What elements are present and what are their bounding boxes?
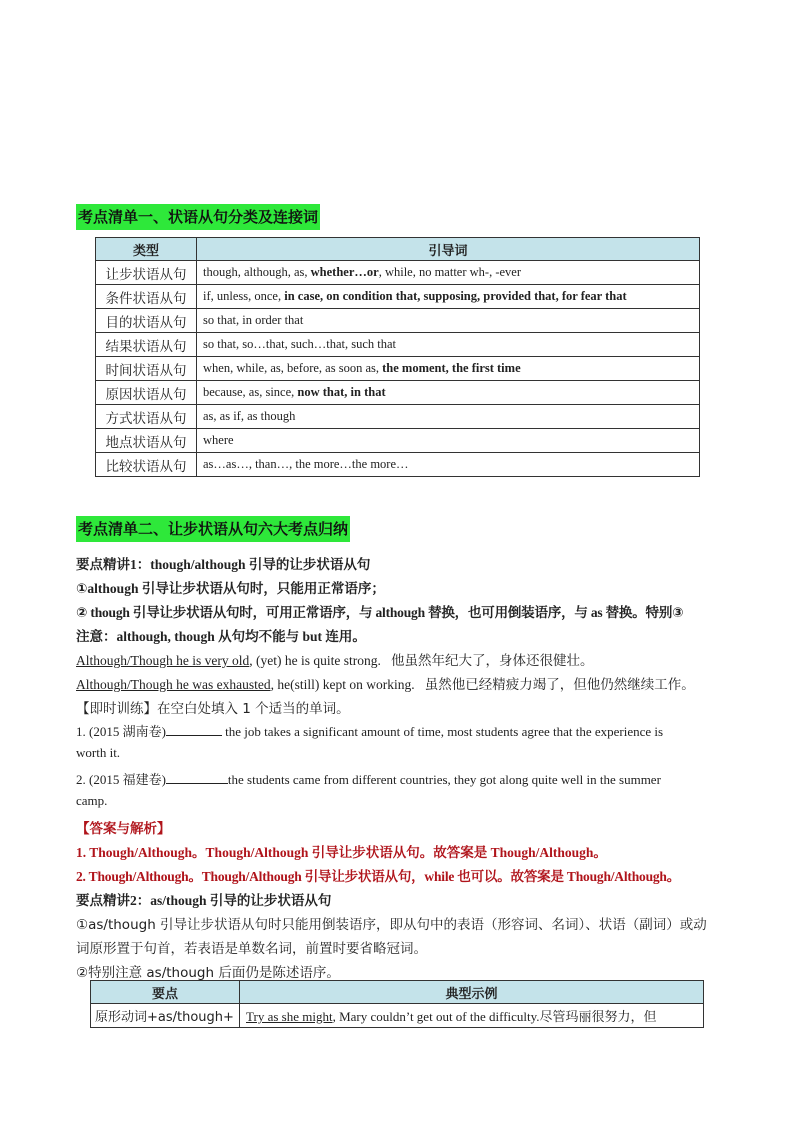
- connectives-table: [95, 237, 700, 477]
- answer-heading: 【答案与解析】: [76, 821, 171, 836]
- connectives-cell: [197, 309, 700, 333]
- table2-header-row: [91, 981, 704, 1004]
- inversion-table: [90, 980, 704, 1028]
- table-row: [96, 453, 700, 477]
- question-1-cont: worth it.: [76, 745, 121, 760]
- connectives-plain: when, while, as, before, as soon as,: [203, 361, 383, 375]
- header-type: 类型: [96, 238, 197, 261]
- example-2: [76, 673, 695, 693]
- example-rest: , Mary couldn’t get out of the difficulty.尽管玛丽很努力，但: [332, 1009, 657, 1024]
- clause-type: 条件状语从句: [96, 285, 197, 309]
- connectives-plain: because, as, since,: [203, 385, 298, 399]
- table-row: [96, 405, 700, 429]
- connectives-cell: [197, 261, 700, 285]
- answer-2: 2. Though/Although。Though/Although 引导让步状语从句，while 也可以。故答案是 Though/Although。: [76, 869, 681, 884]
- connectives-plain: so that, in order that: [203, 313, 304, 327]
- question-1-text: the job takes a significant amount of time, most students agree that the experience is: [221, 724, 664, 739]
- example-1-translation: 他虽然年纪大了，身体还很健壮。: [390, 653, 594, 669]
- row-example: [240, 1004, 704, 1028]
- connectives-plain: so that, so…that, such…that, such that: [203, 337, 397, 351]
- connectives-bold: whether…or: [310, 265, 379, 279]
- connectives-cell: [197, 381, 700, 405]
- connectives-bold: now that, in that: [297, 385, 386, 399]
- point1-heading: 要点精讲1：though/although 引导的让步状语从句: [76, 557, 371, 572]
- connectives-plain: though, although, as,: [203, 265, 311, 279]
- table-row: [96, 261, 700, 285]
- example-1-main: , (yet) he is quite strong.: [249, 653, 381, 668]
- example-2-translation: 虽然他已经精疲力竭了，但他仍然继续工作。: [424, 677, 695, 693]
- answer-blank-1[interactable]: [166, 723, 222, 736]
- connectives-tail: , while, no matter wh-, -ever: [378, 265, 521, 279]
- connectives-bold: the moment, the first time: [382, 361, 521, 375]
- example-1-clause: Although/Though he is very old: [76, 653, 250, 668]
- connectives-plain: as, as if, as though: [203, 409, 296, 423]
- connectives-cell: [197, 285, 700, 309]
- rule-4: ②特别注意 as/though 后面仍是陈述语序。: [76, 965, 340, 981]
- clause-type: 地点状语从句: [96, 429, 197, 453]
- example-clause: Try as she might: [246, 1009, 333, 1024]
- table-header-row: [96, 238, 700, 261]
- table-row: [96, 309, 700, 333]
- table-row: [96, 333, 700, 357]
- example-2-clause: Although/Though he was exhausted: [76, 677, 271, 692]
- drill-heading: 【即时训练】在空白处填入 1 个适当的单词。: [76, 701, 350, 717]
- header-example: 典型示例: [240, 981, 704, 1004]
- answer-1: 1. Though/Although。Though/Although 引导让步状语从句。故答案是 Though/Although。: [76, 845, 607, 860]
- table-row: [91, 1004, 704, 1028]
- clause-type: 比较状语从句: [96, 453, 197, 477]
- question-1-source: 1. (2015 湖南卷): [76, 724, 166, 739]
- rule-3a: ①as/though 引导让步状语从句时只能用倒装语序，即从句中的表语（形容词、名词）、状语（副词）或动: [76, 917, 707, 933]
- section2-title: 考点清单二、让步状语从句六大考点归纳: [76, 516, 350, 542]
- rule-1: ①although 引导让步状语从句时，只能用正常语序；: [76, 581, 385, 596]
- header-connectives: 引导词: [197, 238, 700, 261]
- example-2-main: , he(still) kept on working.: [270, 677, 415, 692]
- connectives-plain: if, unless, once,: [203, 289, 285, 303]
- connectives-bold: in case, on condition that, supposing, provided that, for fear that: [284, 289, 627, 303]
- connectives-plain: as…as…, than…, the more…the more…: [203, 457, 409, 471]
- clause-type: 原因状语从句: [96, 381, 197, 405]
- connectives-plain: where: [203, 433, 234, 447]
- point2-heading: 要点精讲2：as/though 引导的让步状语从句: [76, 893, 332, 908]
- clause-type: 时间状语从句: [96, 357, 197, 381]
- connectives-cell: [197, 333, 700, 357]
- rule-3b: 词原形置于句首，若表语是单数名词，前置时要省略冠词。: [76, 941, 427, 957]
- clause-type: 结果状语从句: [96, 333, 197, 357]
- question-2-cont: camp.: [76, 793, 108, 808]
- question-2-text: the students came from different countries, they got along quite well in the summer: [227, 772, 661, 787]
- question-2-source: 2. (2015 福建卷): [76, 772, 166, 787]
- connectives-cell: [197, 405, 700, 429]
- clause-type: 让步状语从句: [96, 261, 197, 285]
- connectives-cell: [197, 453, 700, 477]
- question-2: [76, 769, 661, 788]
- section1-title: 考点清单一、状语从句分类及连接词: [76, 204, 320, 230]
- rule-2a: ② though 引导让步状语从句时，可用正常语序，与 although 替换，也可用倒装语序，与 as 替换。特别③: [76, 605, 684, 620]
- clause-type: 方式状语从句: [96, 405, 197, 429]
- clause-type: 目的状语从句: [96, 309, 197, 333]
- example-1: [76, 649, 593, 669]
- connectives-cell: [197, 357, 700, 381]
- answer-blank-2[interactable]: [166, 771, 228, 784]
- connectives-cell: [197, 429, 700, 453]
- rule-2b: 注意：although, though 从句均不能与 but 连用。: [76, 629, 366, 644]
- table-row: [96, 381, 700, 405]
- row-point: 原形动词+as/though+: [91, 1004, 240, 1028]
- table-row: [96, 357, 700, 381]
- table-row: [96, 285, 700, 309]
- header-point: 要点: [91, 981, 240, 1004]
- table-row: [96, 429, 700, 453]
- question-1: [76, 721, 663, 740]
